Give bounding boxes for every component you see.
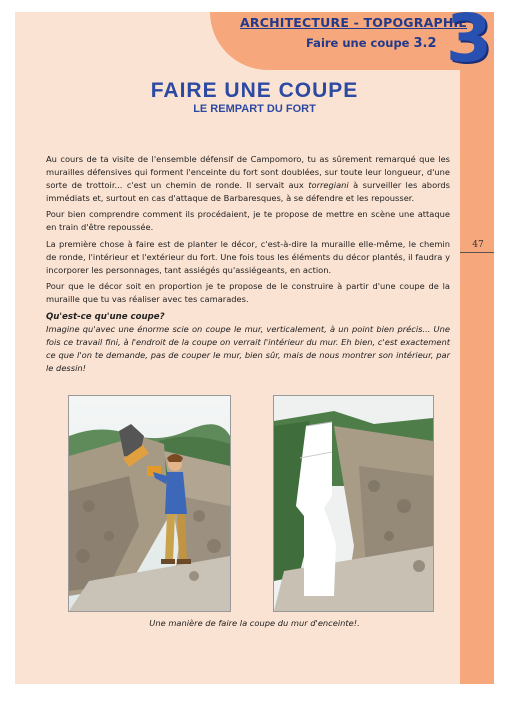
question-text: Imagine qu'avec une énorme scie on coupe le mur, verticalement, à un point bien précis... Une fois ce travail fini, à l'endroit de la coupe on verrait l'intérieur du mur. Eh bien, c'est exactement ce que l'on te demande, pas de couper le mur, bien sûr, mais de nous montrer son intérieur, par le dessin! bbox=[46, 324, 450, 373]
paragraph-1-start: Au cours de ta visite de l'ensemble défensif de Campomoro, tu as sûrement remarqué que les murailles défensives qui forment l'enceinte du fort sont doublées, sur toute leur longueur, d'une sorte de trottoir... c'est un chemin de ronde. Il servait aux bbox=[46, 154, 450, 190]
page-number: 47 bbox=[472, 240, 484, 250]
figure-caption: Une manière de faire la coupe du mur d'enceinte!. bbox=[149, 618, 360, 628]
chapter-number: 3 bbox=[446, 0, 492, 77]
section-header: ARCHITECTURE - TOPOGRAPHIE bbox=[240, 15, 468, 30]
subsection-header bbox=[306, 36, 437, 51]
subsection-number: 3.2 bbox=[413, 36, 437, 51]
photo-chainsaw-wall bbox=[68, 395, 231, 612]
paragraph-2: Pour bien comprendre comment ils procédaient, je te propose de mettre en scène une attaque en train d'être repoussée. bbox=[46, 209, 450, 232]
page-title: FAIRE UNE COUPE bbox=[150, 79, 359, 102]
paragraph-3: La première chose à faire est de planter le décor, c'est-à-dire la muraille elle-même, le chemin de ronde, l'intérieur et l'extérieur du fort. Une fois tous les éléments du décor plantés, il faudra y incorporer les personnages, tant assiégés qu'assiégeants, en action. bbox=[46, 239, 450, 275]
page-number-rule bbox=[460, 252, 494, 253]
photo-wall-cross-section bbox=[273, 395, 434, 612]
subsection-title: Faire une coupe bbox=[306, 36, 410, 50]
page-subtitle: LE REMPART DU FORT bbox=[193, 103, 316, 115]
paragraph-1-end: à surveiller les abords immédiats et, surtout en cas d'attaque de Barbaresques, à se défendre et les repousser. bbox=[46, 180, 450, 203]
paragraph-1 bbox=[46, 153, 450, 205]
paragraph-1-italic-term: torregiani bbox=[308, 180, 349, 190]
question-heading: Qu'est-ce qu'une coupe? bbox=[46, 312, 165, 322]
paragraph-4: Pour que le décor soit en proportion je te propose de le construire à partir d'une coupe de la muraille que tu vas réaliser avec tes camarades. bbox=[46, 281, 450, 304]
